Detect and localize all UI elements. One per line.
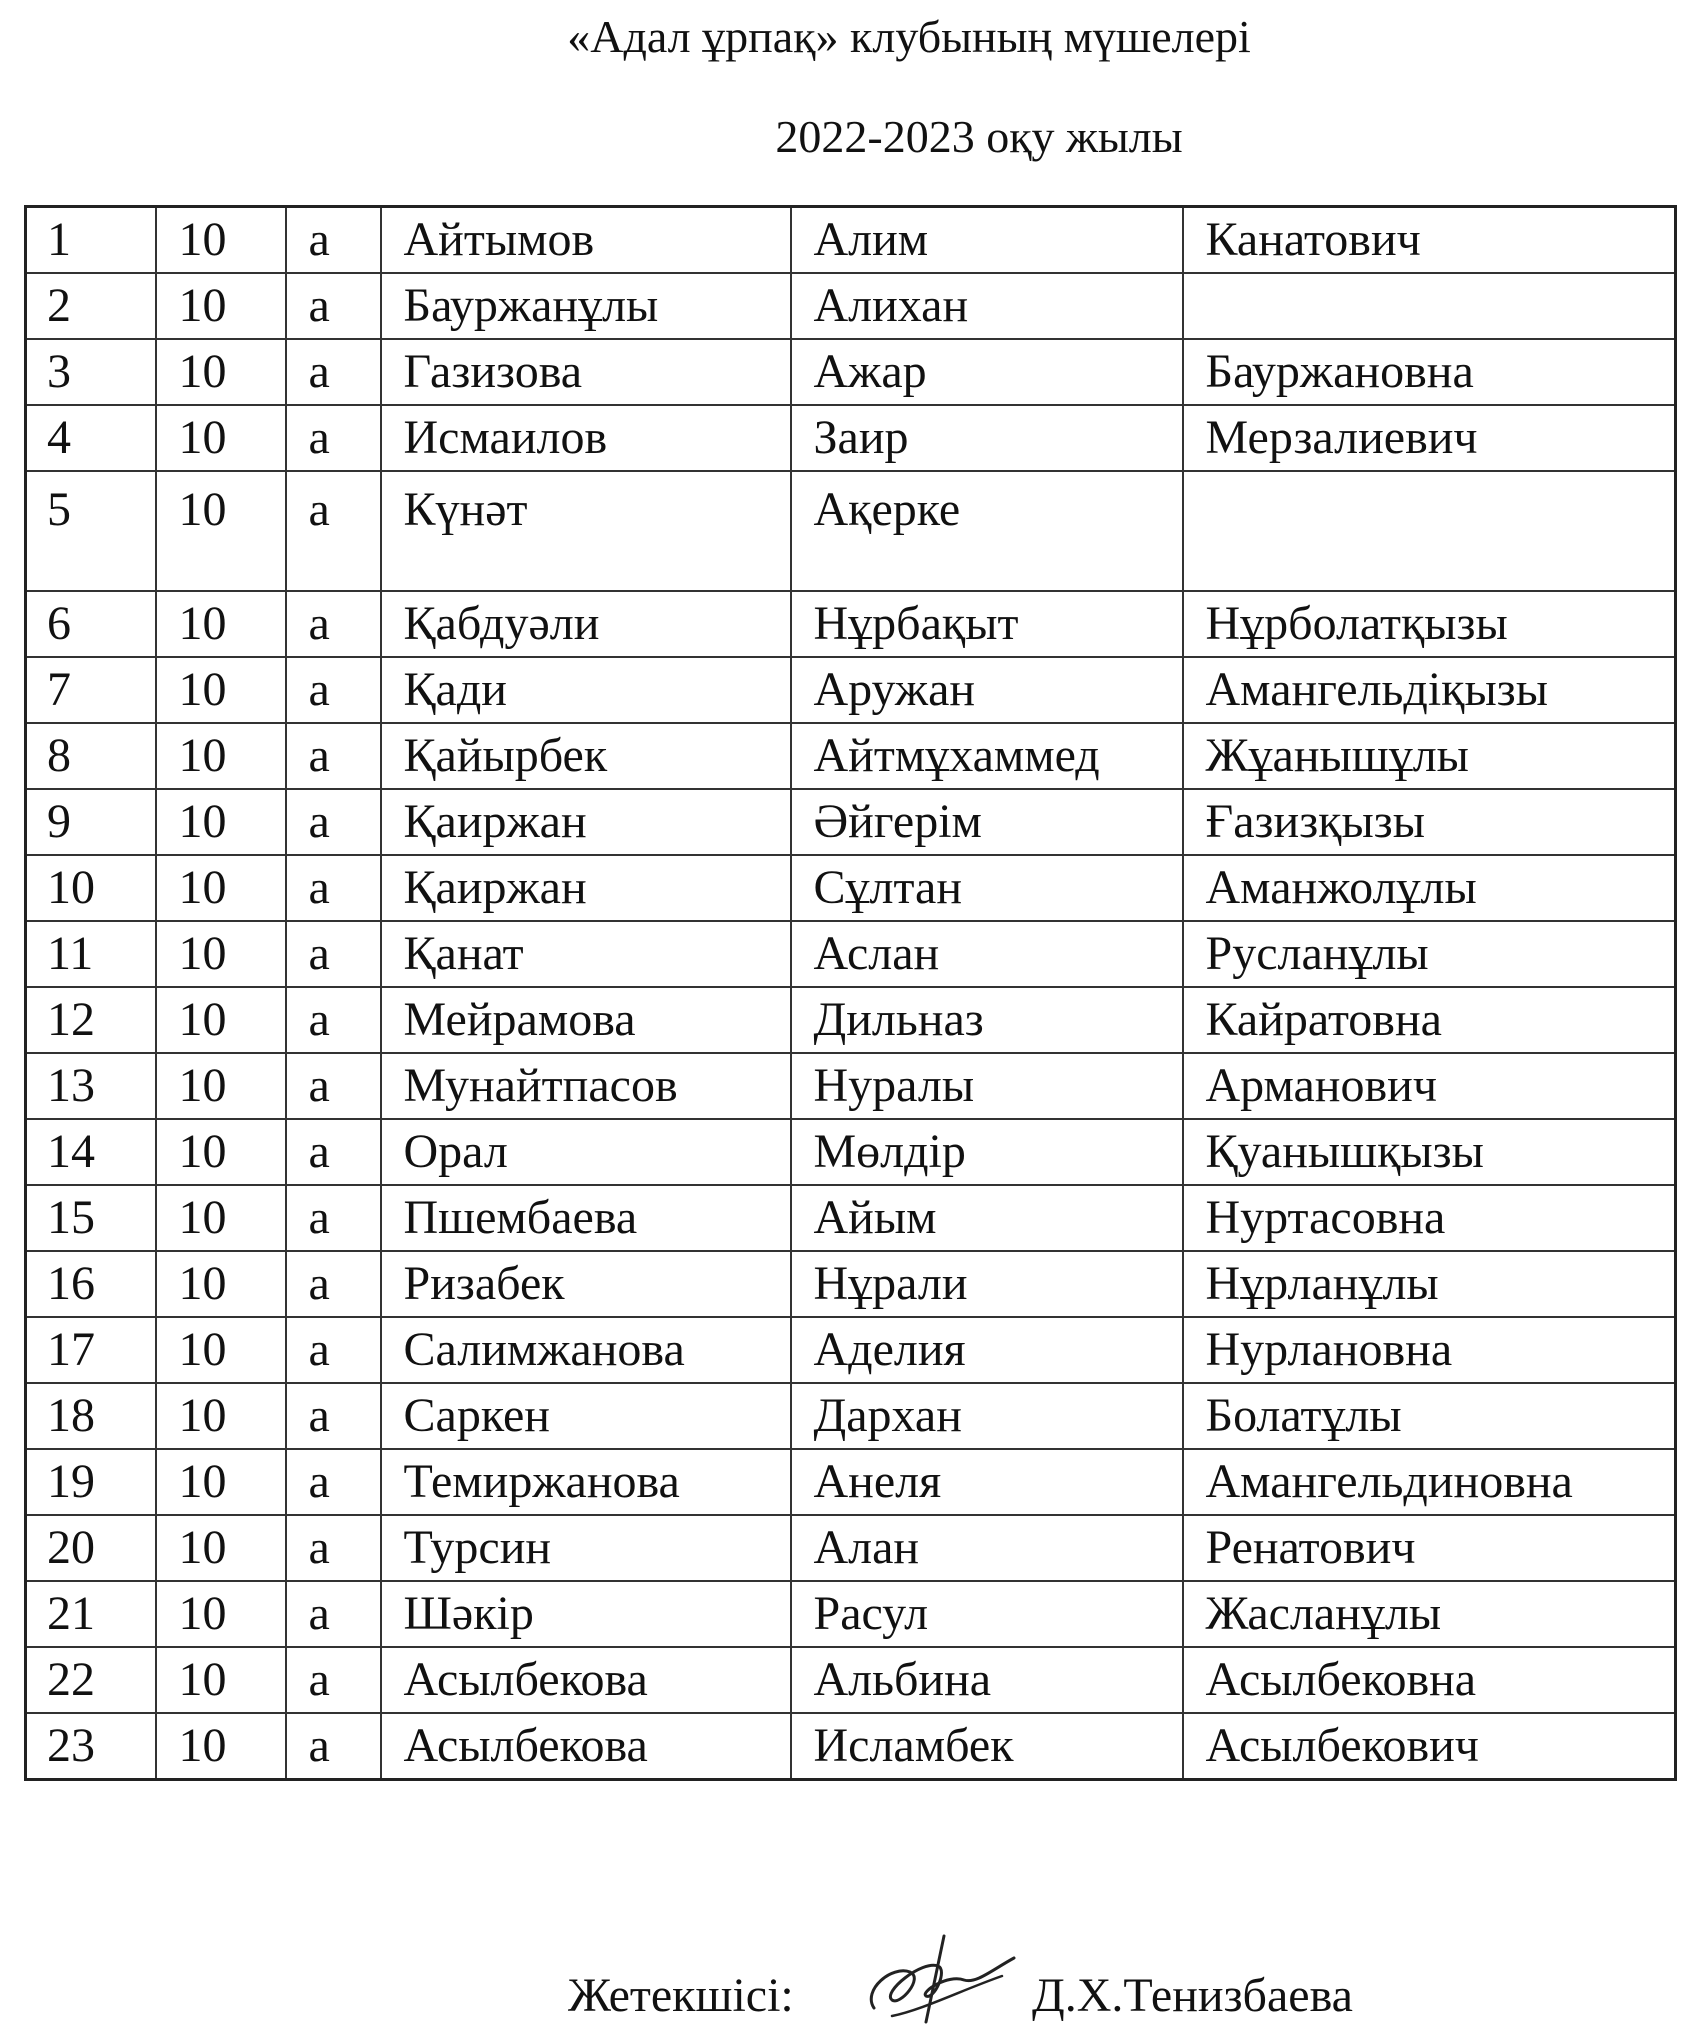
class-letter-cell: а [286,405,381,471]
row-number: 20 [26,1515,156,1581]
first-name-cell: Дархан [791,1383,1183,1449]
first-name-cell: Әйгерім [791,789,1183,855]
patronymic-cell [1183,273,1676,339]
patronymic-cell: Болатұлы [1183,1383,1676,1449]
row-number: 6 [26,591,156,657]
surname-cell: Айтымов [381,207,791,274]
row-number: 9 [26,789,156,855]
table-row [26,1581,1676,1647]
class-letter-cell: а [286,723,381,789]
row-number: 11 [26,921,156,987]
table-row [26,1251,1676,1317]
grade-cell: 10 [156,1515,286,1581]
supervisor-name: Д.Х.Тенизбаева [1032,1969,1353,2022]
row-number: 17 [26,1317,156,1383]
class-letter-cell: а [286,921,381,987]
row-number: 5 [26,471,156,591]
grade-cell: 10 [156,1185,286,1251]
surname-cell: Турсин [381,1515,791,1581]
surname-cell: Күнәт [381,471,791,591]
grade-cell: 10 [156,1383,286,1449]
patronymic-cell: Амангельдіқызы [1183,657,1676,723]
patronymic-cell: Нұрболатқызы [1183,591,1676,657]
surname-cell: Қабдуәли [381,591,791,657]
patronymic-cell: Нуртасовна [1183,1185,1676,1251]
table-row [26,855,1676,921]
grade-cell: 10 [156,1449,286,1515]
class-letter-cell: а [286,1119,381,1185]
first-name-cell: Аружан [791,657,1183,723]
members-table [24,205,1677,1781]
row-number: 12 [26,987,156,1053]
grade-cell: 10 [156,921,286,987]
surname-cell: Салимжанова [381,1317,791,1383]
surname-cell: Исмаилов [381,405,791,471]
grade-cell: 10 [156,723,286,789]
class-letter-cell: а [286,789,381,855]
grade-cell: 10 [156,1119,286,1185]
first-name-cell: Исламбек [791,1713,1183,1780]
surname-cell: Қади [381,657,791,723]
grade-cell: 10 [156,789,286,855]
first-name-cell: Аслан [791,921,1183,987]
patronymic-cell: Русланұлы [1183,921,1676,987]
first-name-cell: Алим [791,207,1183,274]
patronymic-cell: Нұрланұлы [1183,1251,1676,1317]
class-letter-cell: а [286,855,381,921]
row-number: 3 [26,339,156,405]
patronymic-cell: Асылбековна [1183,1647,1676,1713]
row-number: 18 [26,1383,156,1449]
class-letter-cell: а [286,1251,381,1317]
grade-cell: 10 [156,657,286,723]
grade-cell: 10 [156,1647,286,1713]
surname-cell: Қанат [381,921,791,987]
patronymic-cell: Нурлановна [1183,1317,1676,1383]
surname-cell: Мейрамова [381,987,791,1053]
first-name-cell: Мөлдір [791,1119,1183,1185]
patronymic-cell: Кайратовна [1183,987,1676,1053]
grade-cell: 10 [156,855,286,921]
grade-cell: 10 [156,1317,286,1383]
table-row [26,723,1676,789]
row-number: 2 [26,273,156,339]
first-name-cell: Ажар [791,339,1183,405]
surname-cell: Ризабек [381,1251,791,1317]
grade-cell: 10 [156,987,286,1053]
first-name-cell: Айтмұхаммед [791,723,1183,789]
table-row [26,1383,1676,1449]
grade-cell: 10 [156,1713,286,1780]
surname-cell: Пшембаева [381,1185,791,1251]
table-row [26,789,1676,855]
table-row [26,1185,1676,1251]
class-letter-cell: а [286,1713,381,1780]
class-letter-cell: а [286,207,381,274]
grade-cell: 10 [156,471,286,591]
grade-cell: 10 [156,405,286,471]
patronymic-cell: Жұанышұлы [1183,723,1676,789]
table-row [26,1317,1676,1383]
class-letter-cell: а [286,1317,381,1383]
patronymic-cell: Мерзалиевич [1183,405,1676,471]
table-row [26,1713,1676,1780]
class-letter-cell: а [286,1581,381,1647]
class-letter-cell: а [286,591,381,657]
row-number: 4 [26,405,156,471]
grade-cell: 10 [156,591,286,657]
grade-cell: 10 [156,1053,286,1119]
first-name-cell: Альбина [791,1647,1183,1713]
table-row [26,987,1676,1053]
first-name-cell: Нұрали [791,1251,1183,1317]
surname-cell: Бауржанұлы [381,273,791,339]
patronymic-cell: Канатович [1183,207,1676,274]
class-letter-cell: а [286,339,381,405]
class-letter-cell: а [286,1185,381,1251]
table-row [26,471,1676,591]
row-number: 19 [26,1449,156,1515]
patronymic-cell: Ғазизқызы [1183,789,1676,855]
patronymic-cell [1183,471,1676,591]
first-name-cell: Аделия [791,1317,1183,1383]
grade-cell: 10 [156,273,286,339]
patronymic-cell: Амангельдиновна [1183,1449,1676,1515]
patronymic-cell: Жасланұлы [1183,1581,1676,1647]
surname-cell: Саркен [381,1383,791,1449]
table-row [26,207,1676,274]
row-number: 21 [26,1581,156,1647]
row-number: 23 [26,1713,156,1780]
surname-cell: Темиржанова [381,1449,791,1515]
table-row [26,1053,1676,1119]
patronymic-cell: Ренатович [1183,1515,1676,1581]
grade-cell: 10 [156,1581,286,1647]
class-letter-cell: а [286,471,381,591]
class-letter-cell: а [286,1383,381,1449]
class-letter-cell: а [286,1515,381,1581]
supervisor-label: Жетекшісі: [568,1969,794,2022]
class-letter-cell: а [286,1449,381,1515]
signature-image [852,1930,1022,2030]
patronymic-cell: Арманович [1183,1053,1676,1119]
table-row [26,1647,1676,1713]
table-row [26,657,1676,723]
first-name-cell: Алан [791,1515,1183,1581]
table-row [26,1449,1676,1515]
surname-cell: Газизова [381,339,791,405]
surname-cell: Мунайтпасов [381,1053,791,1119]
surname-cell: Асылбекова [381,1713,791,1780]
academic-year: 2022-2023 оқу жылы [775,111,1183,162]
table-row [26,273,1676,339]
table-row [26,591,1676,657]
table-row [26,339,1676,405]
surname-cell: Қайырбек [381,723,791,789]
grade-cell: 10 [156,207,286,274]
table-row [26,921,1676,987]
class-letter-cell: а [286,1647,381,1713]
first-name-cell: Нұрбақыт [791,591,1183,657]
first-name-cell: Анеля [791,1449,1183,1515]
row-number: 16 [26,1251,156,1317]
row-number: 10 [26,855,156,921]
patronymic-cell: Қуанышқызы [1183,1119,1676,1185]
first-name-cell: Алихан [791,273,1183,339]
row-number: 15 [26,1185,156,1251]
row-number: 7 [26,657,156,723]
row-number: 8 [26,723,156,789]
row-number: 13 [26,1053,156,1119]
surname-cell: Қаиржан [381,855,791,921]
surname-cell: Шәкір [381,1581,791,1647]
surname-cell: Қаиржан [381,789,791,855]
footer [0,1940,1698,2030]
patronymic-cell: Асылбекович [1183,1713,1676,1780]
document-title: «Адал ұрпақ» клубының мүшелері [567,11,1251,62]
surname-cell: Асылбекова [381,1647,791,1713]
table-row [26,1515,1676,1581]
row-number: 22 [26,1647,156,1713]
grade-cell: 10 [156,1251,286,1317]
first-name-cell: Нуралы [791,1053,1183,1119]
class-letter-cell: а [286,987,381,1053]
row-number: 1 [26,207,156,274]
class-letter-cell: а [286,657,381,723]
first-name-cell: Расул [791,1581,1183,1647]
table-row [26,1119,1676,1185]
grade-cell: 10 [156,339,286,405]
row-number: 14 [26,1119,156,1185]
patronymic-cell: Аманжолұлы [1183,855,1676,921]
table-row [26,405,1676,471]
first-name-cell: Ақерке [791,471,1183,591]
surname-cell: Орал [381,1119,791,1185]
first-name-cell: Дильназ [791,987,1183,1053]
class-letter-cell: а [286,1053,381,1119]
patronymic-cell: Бауржановна [1183,339,1676,405]
first-name-cell: Айым [791,1185,1183,1251]
first-name-cell: Сұлтан [791,855,1183,921]
first-name-cell: Заир [791,405,1183,471]
class-letter-cell: а [286,273,381,339]
